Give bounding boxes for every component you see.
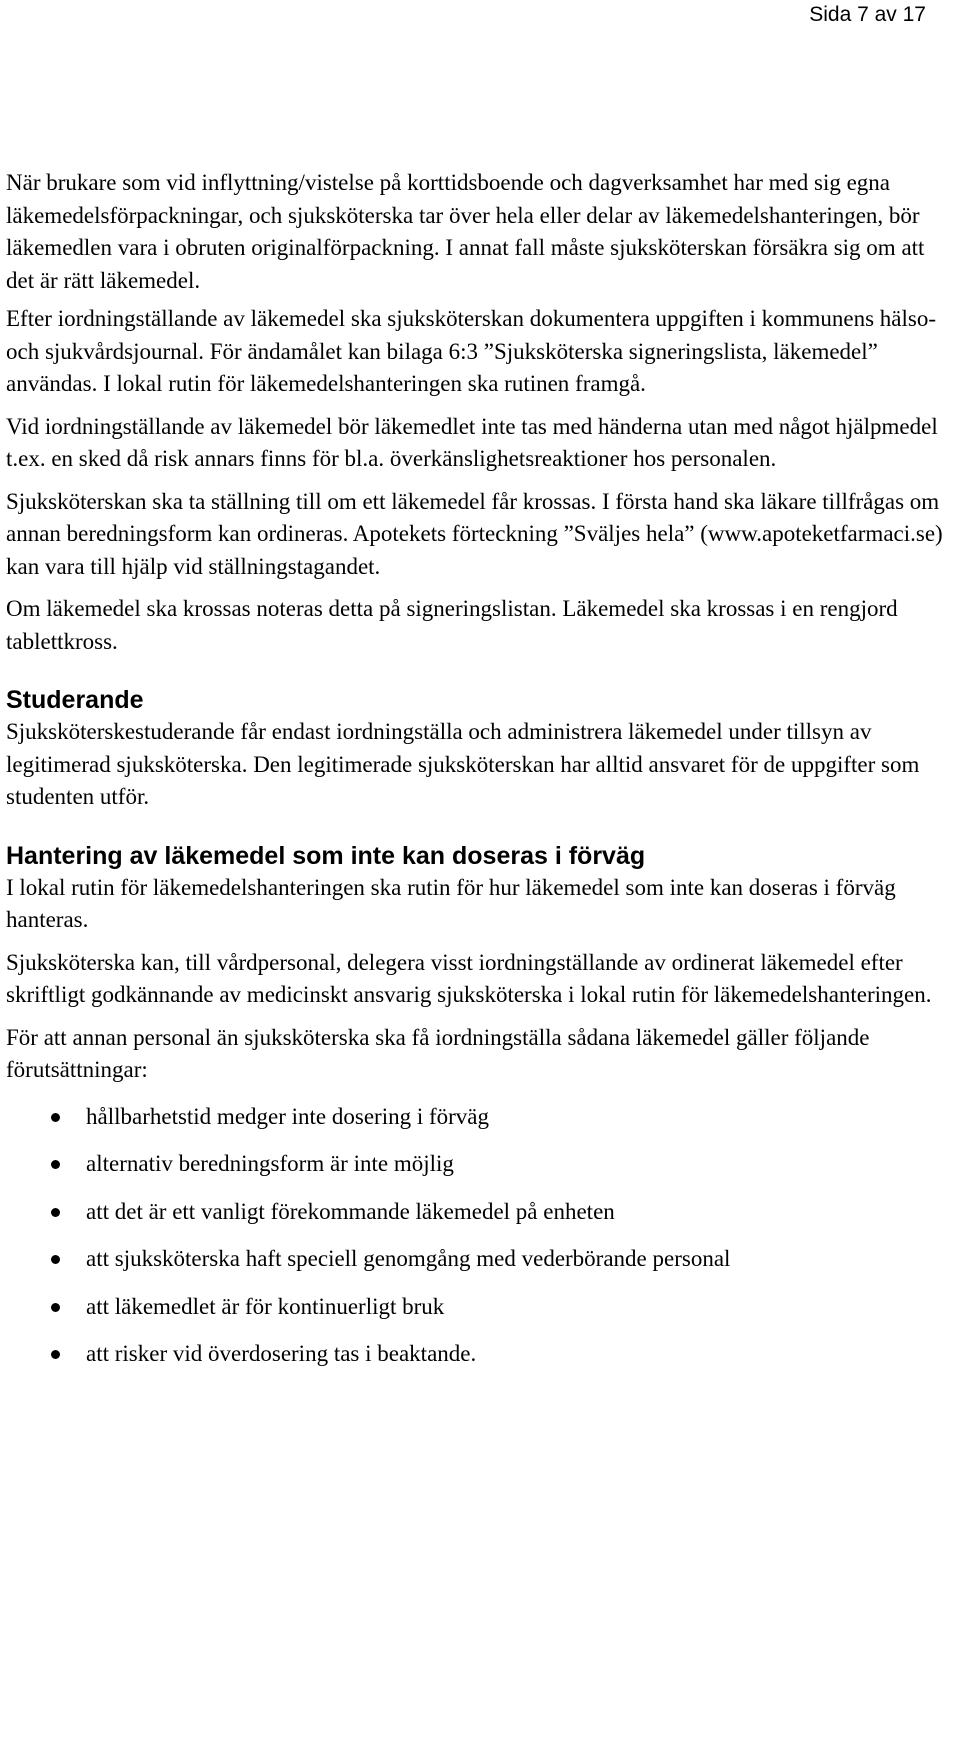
list-item [6, 1338, 956, 1371]
bullet-icon [51, 1255, 60, 1264]
list-item [6, 1243, 956, 1276]
paragraph-documentation: Efter iordningställande av läkemedel ska sjuksköterskan dokumentera uppgiften i kommunens hälso- och sjukvårdsjournal. För ändamålet kan bilaga 6:3 ”Sjuksköterska signeringslista, läkemedel” användas. I lokal rutin för läkemedelshanteringen ska rutinen framgå. [6, 306, 936, 396]
list-item-text: att det är ett vanligt förekommande läkemedel på enheten [86, 1198, 615, 1224]
bullet-icon [51, 1160, 60, 1169]
conditions-list [6, 1101, 956, 1371]
paragraph-studerande: Sjuksköterskestuderande får endast iordningställa och administrera läkemedel under tillsyn av legitimerad sjuksköterska. Den legitimerade sjuksköterskan har alltid ansvaret för de uppgifter som studenten utför. [6, 719, 920, 809]
heading-studerande: Studerande [6, 686, 144, 714]
list-item-text: att risker vid överdosering tas i beaktande. [86, 1341, 477, 1366]
paragraph-delegation: Sjuksköterska kan, till vårdpersonal, delegera visst iordningställande av ordinerat läkemedel efter skriftligt godkännande av medicinskt ansvarig sjuksköterska i lokal rutin för läkemedelshanteringen. [6, 949, 932, 1007]
list-item-text: hållbarhetstid medger inte dosering i förväg [86, 1103, 490, 1129]
paragraph-conditions-intro: För att annan personal än sjuksköterska ska få iordningställa sådana läkemedel gäller följande förutsättningar: [6, 1024, 870, 1082]
bullet-icon [51, 1208, 60, 1217]
heading-hantering: Hantering av läkemedel som inte kan doseras i förväg [6, 841, 646, 870]
list-item-text: att sjuksköterska haft speciell genomgång med vederbörande personal [86, 1246, 731, 1271]
bullet-icon [51, 1113, 60, 1122]
bullet-icon [51, 1350, 60, 1359]
page-number: Sida 7 av 17 [809, 3, 926, 26]
bullet-icon [51, 1303, 60, 1312]
paragraph-crushing-note: Om läkemedel ska krossas noteras detta på signeringslistan. Läkemedel ska krossas i en rengjord tablettkross. [6, 596, 898, 654]
list-item [6, 1196, 956, 1229]
list-item [6, 1148, 956, 1181]
list-item [6, 1291, 956, 1324]
list-item [6, 1101, 956, 1134]
paragraph-crushing: Sjuksköterskan ska ta ställning till om ett läkemedel får krossas. I första hand ska läkare tillfrågas om annan beredningsform kan ordineras. Apotekets förteckning ”Sväljes hela” (www.apoteketfarmaci.se) kan vara till hjälp vid ställningstagandet. [6, 488, 943, 579]
list-item-text: att läkemedlet är för kontinuerligt bruk [86, 1293, 445, 1319]
paragraph-original-packaging: När brukare som vid inflyttning/vistelse på korttidsboende och dagverksamhet har med sig egna läkemedelsförpackningar, och sjuksköterska tar över hela eller delar av läkemedelshanteringen, bör läkemedlen vara i obruten originalförpackning. I annat fall måste sjuksköterskan försäkra sig om att det är rätt läkemedel. [6, 170, 925, 293]
document-body [6, 167, 956, 1371]
paragraph-hygiene: Vid iordningställande av läkemedel bör läkemedlet inte tas med händerna utan med något hjälpmedel t.ex. en sked då risk annars finns för bl.a. överkänslighetsreaktioner hos personalen. [6, 413, 938, 471]
paragraph-local-routine: I lokal rutin för läkemedelshanteringen ska rutin för hur läkemedel som inte kan doseras i förväg hanteras. [6, 874, 896, 932]
list-item-text: alternativ beredningsform är inte möjlig [86, 1151, 454, 1176]
